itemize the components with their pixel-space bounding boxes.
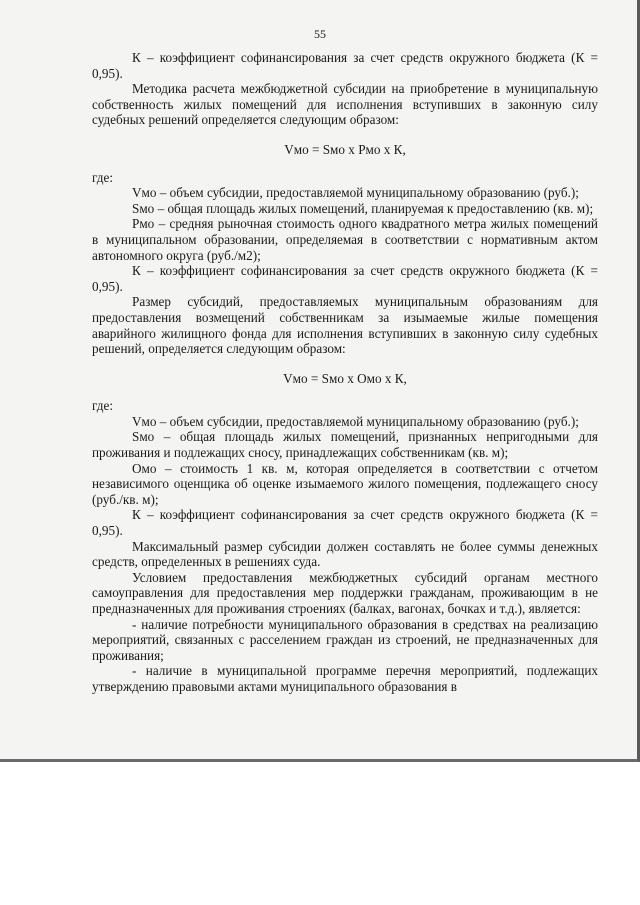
paragraph: Методика расчета межбюджетной субсидии на приобретение в муниципальную собственность жилых помещений для исполнения вступивших в законную силу судебных решений определяется следующим образом: bbox=[92, 81, 598, 128]
paragraph: Sмо – общая площадь жилых помещений, признанных непригодными для проживания и подлежащих сносу, принадлежащих собственникам (кв. м); bbox=[92, 429, 598, 461]
formula: Vмо = Sмо х Омо х К, bbox=[283, 370, 407, 386]
paragraph: Vмо – объем субсидии, предоставляемой муниципальному образованию (руб.); bbox=[132, 413, 579, 429]
paragraph: К – коэффициент софинансирования за счет средств окружного бюджета (К = 0,95). bbox=[92, 263, 598, 294]
formula: Vмо = Sмо х Рмо х К, bbox=[284, 141, 406, 157]
paragraph: Размер субсидий, предоставляемых муниципальным образованиям для предоставления возмещений собственникам за изымаемые жилые помещения аварийного жилищного фонда для исполнения вступивших в законную силу судебных решений, определяется следующим образом: bbox=[92, 294, 598, 357]
paragraph: К – коэффициент софинансирования за счет средств окружного бюджета (К = 0,95). bbox=[92, 507, 598, 539]
paragraph-where: где: bbox=[92, 169, 113, 185]
paragraph: Максимальный размер субсидии должен составлять не более суммы денежных средств, определенных в решениях суда. bbox=[92, 538, 598, 570]
paragraph-where: где: bbox=[92, 398, 113, 414]
page-number: 55 bbox=[314, 27, 326, 41]
paragraph: Условием предоставления межбюджетных субсидий органам местного самоуправления для предоставления мер поддержки гражданам, проживающим в не предназначенных для проживания строениях (балках, вагонах, бочках и т.д.), является: bbox=[92, 569, 598, 616]
paragraph: Sмо – общая площадь жилых помещений, планируемая к предоставлению (кв. м); bbox=[132, 200, 594, 216]
paragraph: Омо – стоимость 1 кв. м, которая определяется в соответствии с отчетом независимого оценщика об оценке изымаемого жилого помещения, подлежащего сносу (руб./кв. м); bbox=[92, 460, 598, 507]
paragraph: Рмо – средняя рыночная стоимость одного квадратного метра жилых помещений в муниципальном образовании, определяемая в соответствии с нормативным актом автономного округа (руб./м2); bbox=[92, 216, 598, 263]
paragraph: К – коэффициент софинансирования за счет средств окружного бюджета (К = 0,95). bbox=[92, 50, 598, 81]
paragraph: - наличие потребности муниципального образования в средствах на реализацию мероприятий, связанных с расселением граждан из строений, не предназначенных для проживания; bbox=[92, 616, 598, 663]
paragraph: Vмо – объем субсидии, предоставляемой муниципальному образованию (руб.); bbox=[132, 185, 579, 201]
paragraph: - наличие в муниципальной программе перечня мероприятий, подлежащих утверждению правовыми актами муниципального образования в bbox=[92, 663, 598, 694]
document-body bbox=[92, 50, 598, 695]
